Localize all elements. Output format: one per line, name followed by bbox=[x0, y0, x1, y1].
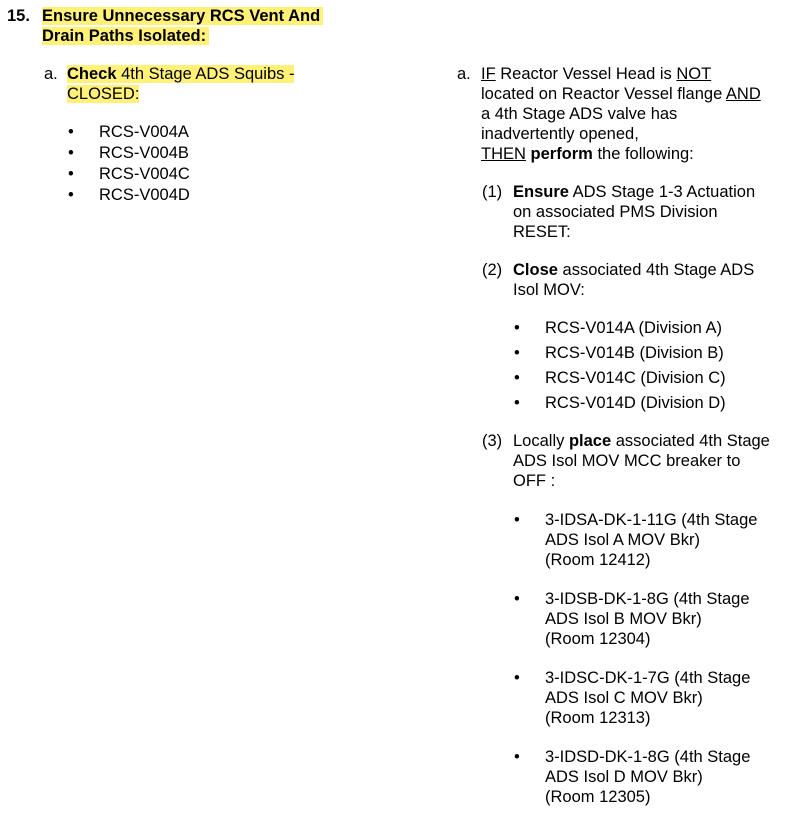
sub-step-number-3: (3) bbox=[482, 432, 503, 450]
right-substep-text: IF Reactor Vessel Head is NOT located on Reactor Vessel flange AND a 4th Stage ADS valve has inadvertently opened, THEN perform the following: bbox=[481, 65, 761, 163]
sub-step-text-1: Ensure ADS Stage 1-3 Actuation on associated PMS Division RESET: bbox=[513, 183, 756, 241]
sub-step-text-3: Locally place associated 4th Stage ADS Isol MOV MCC breaker to OFF : bbox=[513, 432, 770, 490]
bullet-icon: • bbox=[514, 344, 520, 362]
bullet-icon: • bbox=[514, 748, 520, 766]
bullet-icon: • bbox=[514, 319, 520, 337]
right-substep-label: a. bbox=[457, 65, 471, 83]
left-text-rest: 4th Stage ADS Squibs - bbox=[116, 65, 295, 83]
bullet-icon: • bbox=[514, 369, 520, 387]
if-keyword: IF bbox=[481, 65, 496, 83]
bullet-icon: • bbox=[514, 394, 520, 412]
bullet-icon: • bbox=[68, 165, 74, 183]
bullet-icon: • bbox=[514, 590, 520, 608]
step-title-line-1: Ensure Unnecessary RCS Vent And bbox=[42, 7, 323, 25]
perform-keyword: perform bbox=[530, 145, 593, 163]
sub-step-text-2: Close associated 4th Stage ADS Isol MOV: bbox=[513, 261, 755, 299]
left-verb: Check bbox=[67, 65, 117, 83]
left-substep-text bbox=[67, 64, 367, 104]
bullet-icon: • bbox=[514, 511, 520, 529]
then-keyword: THEN bbox=[481, 145, 526, 163]
bullet-icon: • bbox=[68, 186, 74, 204]
step-number: 15. bbox=[7, 7, 30, 25]
bullet-icon: • bbox=[68, 123, 74, 141]
sub-step-number-2: (2) bbox=[482, 261, 503, 279]
left-substep-label: a. bbox=[44, 65, 58, 83]
and-keyword: AND bbox=[725, 85, 761, 103]
bullet-icon: • bbox=[68, 144, 74, 162]
bullet-icon: • bbox=[514, 669, 520, 687]
step-title bbox=[42, 6, 362, 46]
not-keyword: NOT bbox=[676, 65, 712, 83]
sub-step-number-1: (1) bbox=[482, 183, 503, 201]
left-text-line-2: CLOSED: bbox=[67, 85, 140, 103]
step-title-line-2: Drain Paths Isolated: bbox=[42, 27, 209, 45]
